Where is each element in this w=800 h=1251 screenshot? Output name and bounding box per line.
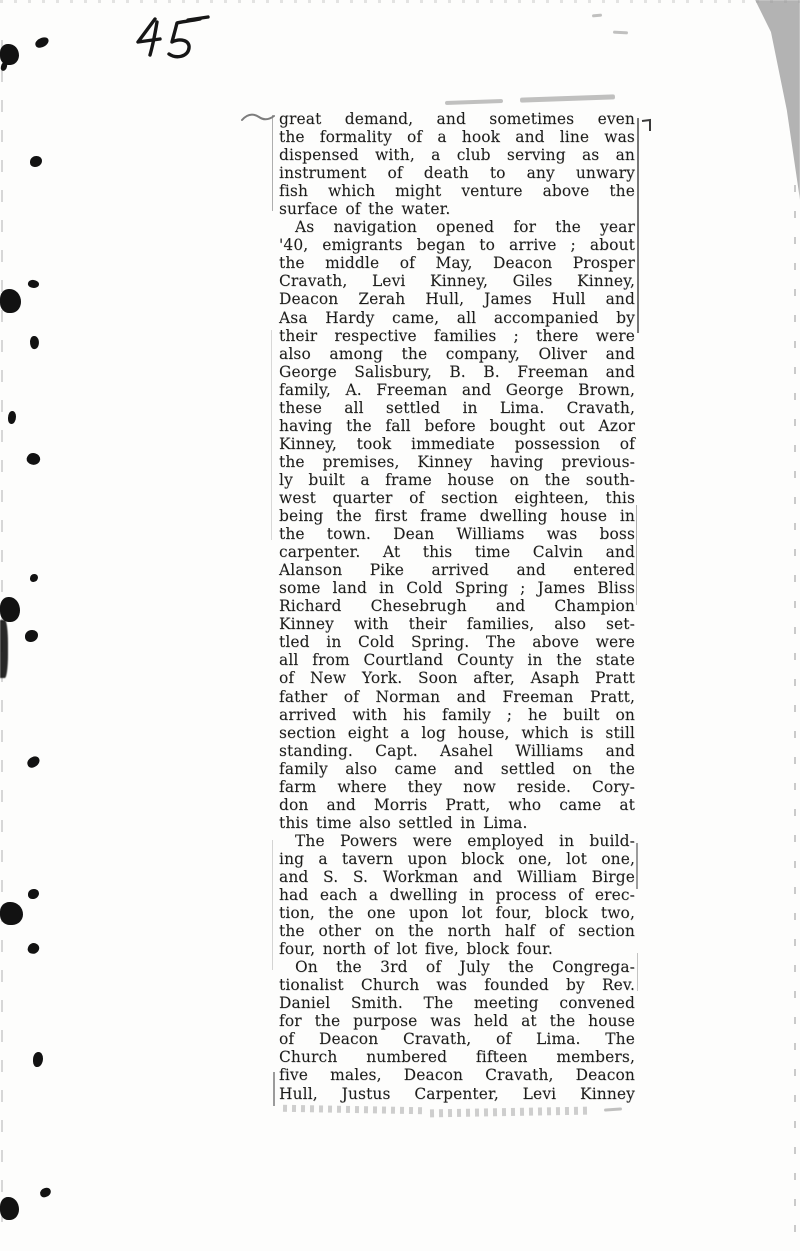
page-top-edge [0, 0, 800, 3]
bracket-mark [640, 116, 654, 138]
article-line: tion, the one upon lot four, block two, [279, 904, 635, 923]
article-line: Daniel Smith. The meeting convened [279, 994, 635, 1013]
article-line: the town. Dean Williams was boss [279, 525, 635, 544]
clipping-edge-line [637, 953, 638, 991]
ink-blot [0, 902, 23, 925]
article-line: ly built a frame house on the south- [279, 470, 635, 489]
article-line: '40, emigrants began to arrive ; about [279, 236, 635, 255]
ink-blot [0, 289, 21, 313]
article-line: tled in Cold Spring. The above were [279, 633, 635, 652]
article-line: carpenter. At this time Calvin and [279, 543, 635, 562]
article-line: instrument of death to any unwary [279, 164, 635, 183]
article-line: family also came and settled on the [279, 759, 635, 778]
article-line: the formality of a hook and line was [279, 128, 635, 147]
article-line: being the first frame dwelling house in [279, 507, 635, 526]
clipping-edge-line [271, 330, 272, 540]
ink-blot [25, 630, 38, 642]
article-line: arrived with his family ; he built on [279, 705, 635, 724]
article-line: standing. Capt. Asahel Williams and [279, 741, 635, 760]
article-line: section eight a log house, which is still [279, 723, 635, 742]
article-line: these all settled in Lima. Cravath, [279, 398, 635, 417]
article-text [279, 110, 635, 1103]
article-line: Richard Chesebrugh and Champion [279, 597, 635, 616]
ink-blot [25, 755, 41, 770]
article-line: west quarter of section eighteen, this [279, 488, 635, 507]
article-line: Cravath, Levi Kinney, Giles Kinney, [279, 272, 635, 291]
ink-blot [0, 620, 8, 678]
scan-smudge [520, 94, 615, 102]
ink-blot [25, 451, 42, 468]
article-line: dispensed with, a club serving as an [279, 146, 635, 165]
article-line: Alanson Pike arrived and entered [279, 561, 635, 580]
article-line: also among the company, Oliver and [279, 344, 635, 363]
article-line: for the purpose was held at the house [279, 1012, 635, 1031]
article-line: the premises, Kinney having previous- [279, 452, 635, 471]
article-line: As navigation opened for the year [295, 218, 635, 237]
ink-blot [26, 941, 40, 955]
scan-smudge [445, 99, 503, 105]
article-line: fish which might venture above the [279, 182, 635, 201]
article-line: some land in Cold Spring ; James Bliss [279, 579, 635, 598]
ink-blot [39, 1187, 52, 1199]
article-line: don and Morris Pratt, who came at [279, 795, 635, 814]
article-line: George Salisbury, B. B. Freeman and [279, 362, 635, 381]
scan-smudge [604, 1107, 622, 1111]
ink-blot [27, 279, 40, 290]
article-line: family, A. Freeman and George Brown, [279, 380, 635, 399]
article-line: had each a dwelling in process of erec- [279, 886, 635, 905]
article-line: Church numbered fifteen members, [279, 1048, 635, 1067]
clipping-edge-line [636, 843, 638, 889]
article-line: and S. S. Workman and William Birge [279, 867, 635, 886]
article-line: tionalist Church was founded by Rev. [279, 976, 635, 995]
article-line: Asa Hardy came, all accompanied by [279, 308, 635, 327]
article-line: Deacon Zerah Hull, James Hull and [279, 290, 635, 309]
ink-blot [34, 36, 50, 49]
article-line: farm where they now reside. Cory- [279, 777, 635, 796]
article-line: father of Norman and Freeman Pratt, [279, 687, 635, 706]
ink-blot [30, 156, 42, 167]
clipping-edge-line [637, 118, 639, 333]
article-line: great demand, and sometimes even [279, 110, 635, 128]
ink-blot [28, 889, 39, 899]
scan-smudge [592, 14, 602, 18]
page-corner-shadow [734, 0, 800, 200]
scan-smudge [613, 31, 628, 35]
article-line: Kinney with their families, also set- [279, 615, 635, 634]
article-line: having the fall before bought out Azor [279, 416, 635, 435]
article-line: their respective families ; there were [279, 326, 635, 345]
clipping-edge-line [272, 840, 273, 970]
article-line: ing a tavern upon block one, lot one, [279, 849, 635, 868]
ink-blot [0, 597, 20, 622]
clipping-edge-line [273, 1072, 275, 1106]
article-line: surface of the water. [279, 200, 451, 219]
article-line: five males, Deacon Cravath, Deacon [279, 1066, 635, 1085]
scan-smudge [283, 1105, 423, 1114]
article-line: this time also settled in Lima. [279, 813, 528, 832]
article-line: of New York. Soon after, Asaph Pratt [279, 669, 635, 688]
article-line: all from Courtland County in the state [279, 651, 635, 670]
article-line: the middle of May, Deacon Prosper [279, 254, 635, 273]
article-line: Hull, Justus Carpenter, Levi Kinney [279, 1084, 635, 1103]
ink-blot [0, 62, 7, 72]
article-line: On the 3rd of July the Congrega- [295, 958, 635, 977]
handwritten-page-number [128, 12, 214, 64]
scan-smudge [430, 1107, 590, 1118]
ink-blot [33, 1052, 43, 1067]
pen-squiggle-mark [240, 108, 276, 130]
article-line: Kinney, took immediate possession of [279, 434, 635, 453]
ink-blot [30, 574, 38, 582]
article-line: The Powers were employed in build- [295, 831, 635, 850]
ink-blot [8, 411, 16, 424]
article-line: four, north of lot five, block four. [279, 940, 553, 959]
ink-blot [0, 1197, 19, 1220]
article-line: the other on the north half of section [279, 922, 635, 941]
page-right-edge [794, 185, 796, 1245]
ink-blot [29, 335, 40, 349]
article-line: of Deacon Cravath, of Lima. The [279, 1030, 635, 1049]
clipping-edge-line [636, 505, 637, 605]
